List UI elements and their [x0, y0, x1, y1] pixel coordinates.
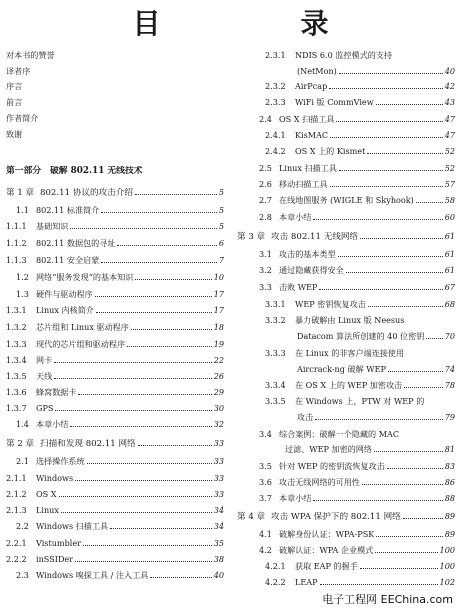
toc-entry-title: 本章小结: [279, 212, 312, 222]
toc-entry: [265, 130, 455, 140]
toc-entry-number: 2.4.2: [265, 146, 286, 156]
toc-entry-number: 2.3: [16, 570, 29, 580]
toc-entry-page: 52: [444, 146, 455, 156]
toc-entry-number: 1.3.6: [6, 387, 27, 397]
toc-entry-page: 67: [444, 282, 455, 292]
toc-leader-dots: [78, 387, 211, 395]
toc-entry-title: WEP 密钥恢复攻击: [295, 299, 366, 309]
toc-leader-dots: [54, 355, 211, 363]
toc-entry-number: 1.1.1: [6, 221, 27, 231]
toc-entry-page: 43: [444, 97, 455, 107]
toc-entry: [259, 282, 455, 292]
toc-entry: [265, 299, 455, 309]
toc-entry: [265, 81, 455, 91]
toc-entry-title: 现代的芯片组和驱动程序: [36, 339, 126, 349]
toc-entry-number: 3.4: [259, 429, 272, 439]
toc-leader-dots: [315, 412, 442, 420]
toc-entry: [16, 521, 224, 531]
toc-entry-title: 802.11 协议的攻击介绍: [40, 188, 133, 198]
toc-entry: [6, 473, 224, 483]
toc-entry-page: 40: [213, 570, 224, 580]
toc-leader-dots: [70, 221, 216, 229]
toc-entry: [265, 577, 455, 587]
toc-entry-number: 2.2.1: [6, 538, 27, 548]
toc-entry: [259, 114, 455, 124]
toc-entry-title: 网卡: [36, 355, 53, 365]
toc-entry-number: 2.7: [259, 195, 272, 205]
toc-entry: [16, 456, 224, 466]
toc-entry-title: Windows: [36, 473, 74, 483]
toc-entry-title: 网络“服务发现”的基本知识: [36, 272, 134, 282]
toc-entry-title: (NetMon): [297, 66, 337, 76]
toc-entry-title: 攻击的基本类型: [279, 249, 336, 259]
toc-leader-dots: [388, 364, 443, 372]
toc-leader-dots: [403, 511, 443, 519]
toc-entry: [237, 231, 455, 242]
toc-entry: [6, 489, 224, 499]
toc-entry: [6, 166, 224, 176]
toc-leader-dots: [387, 461, 443, 469]
toc-entry-title: 译者序: [6, 66, 31, 76]
toc-entry-title: AirPcap: [295, 81, 328, 91]
toc-entry-page: 78: [444, 380, 455, 390]
toc-leader-dots: [95, 289, 212, 297]
toc-entry-number: 2.3.1: [265, 50, 286, 60]
toc-entry-page: 68: [444, 299, 455, 309]
toc-entry: [265, 396, 455, 406]
toc-title: 目 录: [132, 7, 385, 40]
toc-entry-page: 32: [213, 419, 224, 429]
toc-entry-title: LEAP: [295, 577, 318, 587]
toc-entry-title: 蜂窝数据卡: [36, 387, 77, 397]
toc-entry-title: 序言: [6, 81, 23, 91]
toc-entry: [6, 255, 224, 265]
toc-entry: [297, 412, 455, 422]
toc-entry-title: 扫描和发现 802.11 网络: [40, 439, 136, 449]
toc-leader-dots: [368, 299, 443, 307]
toc-entry-title: Datacom 算法所创建的 40 位密钥: [297, 331, 425, 341]
toc-entry-title: 本章小结: [36, 419, 69, 429]
toc-entry-title: 击败 WEP: [279, 282, 318, 292]
toc-entry-number: 第一部分: [6, 166, 42, 176]
toc-entry: [6, 505, 224, 515]
toc-entry: [259, 429, 455, 439]
toc-entry: [265, 380, 455, 390]
toc-leader-dots: [376, 529, 442, 537]
toc-entry-page: 47: [444, 114, 455, 124]
toc-entry-page: 88: [444, 493, 455, 503]
toc-entry-page: 33: [213, 438, 224, 448]
toc-entry-page: 86: [444, 477, 455, 487]
toc-entry-number: 1.3.1: [6, 305, 27, 315]
toc-entry-title: KisMAC: [295, 130, 329, 140]
toc-entry-number: 4.2.2: [265, 577, 286, 587]
toc-entry-page: 17: [213, 305, 224, 315]
toc-entry-page: 30: [213, 403, 224, 413]
toc-entry-page: 100: [439, 545, 455, 555]
toc-entry-title: 破解认证：WPA 企业模式: [279, 545, 374, 555]
toc-leader-dots: [313, 493, 442, 501]
toc-entry-page: 7: [218, 255, 224, 265]
toc-leader-dots: [70, 419, 211, 427]
toc-entry-page: 102: [439, 577, 455, 587]
toc-entry-title: 攻击 802.11 无线网络: [271, 232, 359, 242]
toc-entry-page: 47: [444, 130, 455, 140]
toc-entry-number: 2.3.2: [265, 81, 286, 91]
toc-entry-page: 57: [444, 179, 455, 189]
toc-entry-page: 33: [213, 473, 224, 483]
toc-entry-number: 2.8: [259, 212, 272, 222]
toc-leader-dots: [83, 538, 212, 546]
toc-entry: [6, 238, 224, 248]
toc-entry: [6, 305, 224, 315]
toc-leader-dots: [339, 66, 443, 74]
toc-entry: [259, 212, 455, 222]
toc-entry-title: 移动扫描工具: [279, 179, 328, 189]
toc-entry: [259, 477, 455, 487]
toc-entry: [6, 129, 224, 139]
toc-entry: [259, 461, 455, 471]
toc-leader-dots: [330, 130, 443, 138]
toc-entry-title: 暴力破解由 Linux 版 Neesus: [295, 315, 405, 325]
toc-entry-page: 5: [218, 221, 224, 231]
toc-entry: [259, 249, 455, 259]
toc-leader-dots: [330, 179, 443, 187]
toc-entry: [6, 50, 224, 60]
toc-entry-title: Windows 扫描工具: [36, 521, 109, 531]
toc-entry-title: 在线地图服务 (WIGLE 和 Skyhook): [279, 195, 414, 205]
toc-leader-dots: [135, 272, 211, 280]
toc-entry: [265, 97, 455, 107]
toc-entry-number: 1.1.3: [6, 255, 27, 265]
toc-entry-title: 基础知识: [36, 221, 69, 231]
toc-entry: [237, 511, 455, 522]
toc-leader-dots: [367, 146, 442, 154]
toc-leader-dots: [336, 114, 442, 122]
toc-entry-number: 3.3.2: [265, 315, 286, 325]
toc-entry-title: 对本书的赞誉: [6, 50, 55, 60]
toc-entry-page: 81: [444, 444, 455, 454]
toc-entry-number: 1.1: [16, 205, 29, 215]
toc-entry: [297, 364, 455, 374]
toc-leader-dots: [54, 371, 211, 379]
toc-entry: [259, 493, 455, 503]
toc-leader-dots: [75, 554, 212, 562]
toc-leader-dots: [360, 561, 438, 569]
toc-leader-dots: [75, 473, 212, 481]
toc-entry-number: 3.3.5: [265, 396, 286, 406]
toc-entry-number: 第 4 章: [237, 512, 266, 522]
toc-entry-title: 破解 802.11 无线技术: [50, 166, 143, 176]
toc-entry-page: 89: [444, 511, 455, 521]
toc-leader-dots: [338, 249, 443, 257]
toc-entry: [6, 387, 224, 397]
toc-entry-page: 60: [444, 212, 455, 222]
toc-entry-title: inSSIDer: [36, 554, 74, 564]
toc-entry-title: 天线: [36, 371, 53, 381]
toc-entry-page: 22: [213, 355, 224, 365]
toc-leader-dots: [320, 577, 438, 585]
toc-entry-number: 2.6: [259, 179, 272, 189]
toc-entry-page: 61: [444, 231, 455, 241]
toc-entry: [265, 146, 455, 156]
toc-entry-page: 52: [444, 163, 455, 173]
toc-entry-title: OS X 扫描工具: [279, 114, 335, 124]
toc-entry-title: Vistumbler: [36, 538, 82, 548]
toc-entry-page: 5: [218, 205, 224, 215]
toc-entry-number: 2.1: [16, 456, 29, 466]
toc-entry-number: 3.5: [259, 461, 272, 471]
toc-entry-page: 34: [213, 521, 224, 531]
toc-leader-dots: [319, 282, 442, 290]
toc-leader-dots: [101, 205, 217, 213]
toc-entry-number: 3.3: [259, 282, 272, 292]
toc-entry: [16, 419, 224, 429]
toc-entry-number: 1.1.2: [6, 238, 27, 248]
toc-entry-number: 1.3.7: [6, 403, 27, 413]
toc-entry: [16, 289, 224, 299]
toc-leader-dots: [313, 212, 442, 220]
toc-entry-number: 第 2 章: [6, 439, 35, 449]
toc-entry-title: 本章小结: [279, 493, 312, 503]
toc-entry: [6, 322, 224, 332]
toc-entry-title: 致谢: [6, 129, 23, 139]
toc-entry-page: 70: [444, 331, 455, 341]
toc-entry-number: 1.3: [16, 289, 29, 299]
toc-entry-title: 在 Windows 上，PTW 对 WEP 的: [295, 396, 425, 406]
toc-entry-page: 58: [444, 195, 455, 205]
toc-entry: [285, 444, 455, 454]
toc-entry-title: 芯片组和 Linux 驱动程序: [36, 322, 129, 332]
toc-entry-title: NDIS 6.0 监控模式的支持: [295, 50, 392, 60]
toc-entry-title: 攻击无线网络的可用性: [279, 477, 360, 487]
toc-entry-title: 过滤、WEP 加密的网络: [285, 444, 372, 454]
toc-entry-page: 33: [213, 456, 224, 466]
toc-leader-dots: [329, 81, 442, 89]
watermark: 电子工程网 EEChina.com: [322, 593, 453, 606]
toc-entry: [6, 554, 224, 564]
toc-entry-title: OS X 上的 Kismet: [295, 146, 366, 156]
toc-entry-page: 5: [218, 187, 224, 197]
toc-entry-title: 通过隐藏获得安全: [279, 265, 344, 275]
toc-entry-title: 破解身份认证：WPA-PSK: [279, 529, 375, 539]
toc-entry-title: 针对 WEP 的密钥流恢复攻击: [279, 461, 385, 471]
toc-leader-dots: [138, 438, 212, 446]
toc-entry: [265, 348, 455, 358]
toc-entry-number: 4.2.1: [265, 561, 286, 571]
toc-entry-title: 攻击: [297, 412, 314, 422]
toc-entry-title: 硬件与驱动程序: [36, 289, 93, 299]
toc-entry: [259, 529, 455, 539]
toc-entry-number: 3.3.3: [265, 348, 286, 358]
toc-leader-dots: [101, 255, 217, 263]
toc-entry: [259, 545, 455, 555]
toc-entry-number: 1.3.4: [6, 355, 27, 365]
toc-entry-page: 42: [444, 81, 455, 91]
toc-entry-number: 2.1.2: [6, 489, 27, 499]
toc-entry: [16, 570, 224, 580]
toc-entry: [6, 371, 224, 381]
toc-entry-number: 第 1 章: [6, 188, 35, 198]
toc-entry: [265, 561, 455, 571]
toc-entry-title: 获取 EAP 的握手: [295, 561, 358, 571]
toc-leader-dots: [127, 339, 212, 347]
toc-leader-dots: [150, 570, 211, 578]
toc-entry: [16, 272, 224, 282]
toc-entry: [6, 538, 224, 548]
toc-entry-number: 2.4.1: [265, 130, 286, 140]
toc-entry: [259, 179, 455, 189]
toc-leader-dots: [59, 489, 212, 497]
toc-entry-number: 2.3.3: [265, 97, 286, 107]
toc-entry: [297, 331, 455, 341]
toc-entry-page: 61: [444, 265, 455, 275]
toc-entry-number: 4.1: [259, 529, 272, 539]
toc-entry: [6, 339, 224, 349]
toc-entry: [6, 97, 224, 107]
toc-entry-page: 26: [213, 371, 224, 381]
toc-leader-dots: [117, 238, 216, 246]
toc-entry-number: 2.1.1: [6, 473, 27, 483]
toc-entry-page: 6: [218, 238, 224, 248]
toc-entry-title: OS X: [36, 489, 57, 499]
toc-entry-title: 802.11 数据包的寻址: [36, 238, 116, 248]
toc-entry-number: 2.5: [259, 163, 272, 173]
toc-entry-title: 前言: [6, 97, 23, 107]
toc-entry-page: 40: [444, 66, 455, 76]
toc-entry-number: 3.3.4: [265, 380, 286, 390]
toc-entry-page: 79: [444, 412, 455, 422]
toc-leader-dots: [362, 477, 443, 485]
toc-entry: [6, 403, 224, 413]
toc-leader-dots: [61, 505, 212, 513]
toc-entry-number: 4.2: [259, 545, 272, 555]
toc-entry-title: 802.11 安全启蒙: [36, 255, 100, 265]
toc-entry-number: 2.2.2: [6, 554, 27, 564]
toc-entry-number: 1.3.5: [6, 371, 27, 381]
toc-entry-page: 29: [213, 387, 224, 397]
toc-entry-page: 100: [439, 561, 455, 571]
toc-entry-title: GPS: [36, 403, 54, 413]
toc-entry-page: 33: [213, 489, 224, 499]
toc-entry-number: 2.2: [16, 521, 29, 531]
toc-entry-title: Linux: [36, 505, 59, 515]
toc-entry-number: 2.1.3: [6, 505, 27, 515]
toc-leader-dots: [346, 265, 443, 273]
toc-entry-number: 1.3.2: [6, 322, 27, 332]
toc-entry: [265, 315, 455, 325]
toc-entry-title: WiFi 版 CommView: [295, 97, 374, 107]
toc-entry-title: Linux 内核简介: [36, 305, 94, 315]
toc-entry-title: Aircrack-ng 破解 WEP: [297, 364, 386, 374]
toc-entry-page: 10: [213, 272, 224, 282]
toc-entry-page: 34: [213, 505, 224, 515]
toc-entry-page: 18: [213, 322, 224, 332]
toc-entry-page: 17: [213, 289, 224, 299]
toc-entry-page: 74: [444, 364, 455, 374]
toc-entry: [259, 163, 455, 173]
toc-entry-number: 3.6: [259, 477, 272, 487]
toc-leader-dots: [360, 231, 443, 239]
toc-entry: [6, 438, 224, 449]
toc-entry-number: 第 3 章: [237, 232, 266, 242]
toc-entry: [259, 265, 455, 275]
toc-entry-number: 3.1: [259, 249, 272, 259]
toc-entry-title: 作者简介: [6, 113, 39, 123]
toc-entry: [6, 81, 224, 91]
toc-leader-dots: [404, 380, 443, 388]
toc-entry-number: 3.7: [259, 493, 272, 503]
toc-entry-page: 83: [444, 461, 455, 471]
toc-entry-page: 35: [213, 538, 224, 548]
toc-leader-dots: [339, 163, 443, 171]
toc-entry-title: 选择操作系统: [36, 456, 85, 466]
toc-leader-dots: [135, 187, 217, 195]
toc-entry-page: 89: [444, 529, 455, 539]
toc-entry: [6, 221, 224, 231]
toc-entry-title: 802.11 标准简介: [36, 205, 100, 215]
toc-entry-number: 3.2: [259, 265, 272, 275]
toc-entry-number: 2.4: [259, 114, 272, 124]
toc-entry-page: 38: [213, 554, 224, 564]
toc-leader-dots: [416, 195, 443, 203]
toc-entry-number: 3.3.1: [265, 299, 286, 309]
toc-entry: [265, 50, 455, 60]
toc-entry: [6, 113, 224, 123]
toc-entry-page: 61: [444, 249, 455, 259]
toc-entry-title: Linux 扫描工具: [279, 163, 337, 173]
toc-entry: [297, 66, 455, 76]
toc-leader-dots: [426, 331, 442, 339]
toc-entry-page: 19: [213, 339, 224, 349]
toc-entry-number: 1.3.3: [6, 339, 27, 349]
toc-entry: [6, 187, 224, 198]
toc-entry: [16, 205, 224, 215]
toc-entry-title: 综合案例：破解一个隐藏的 MAC: [279, 429, 400, 439]
toc-leader-dots: [110, 521, 212, 529]
toc-entry-number: 1.2: [16, 272, 29, 282]
toc-entry-number: 1.4: [16, 419, 29, 429]
toc-entry-title: Windows 嗅探工具 / 注入工具: [36, 570, 149, 580]
toc-entry: [6, 66, 224, 76]
toc-entry: [259, 195, 455, 205]
toc-entry-title: 在 OS X 上的 WEP 加密攻击: [295, 380, 403, 390]
toc-leader-dots: [96, 305, 212, 313]
toc-leader-dots: [87, 456, 212, 464]
toc-leader-dots: [375, 545, 437, 553]
toc-entry: [6, 355, 224, 365]
toc-entry-title: 在 Linux 的非客户端连接使用: [295, 348, 405, 358]
toc-leader-dots: [374, 444, 443, 452]
toc-leader-dots: [376, 97, 443, 105]
toc-leader-dots: [55, 403, 211, 411]
toc-leader-dots: [131, 322, 212, 330]
toc-entry-title: 攻击 WPA 保护下的 802.11 网络: [271, 512, 401, 522]
